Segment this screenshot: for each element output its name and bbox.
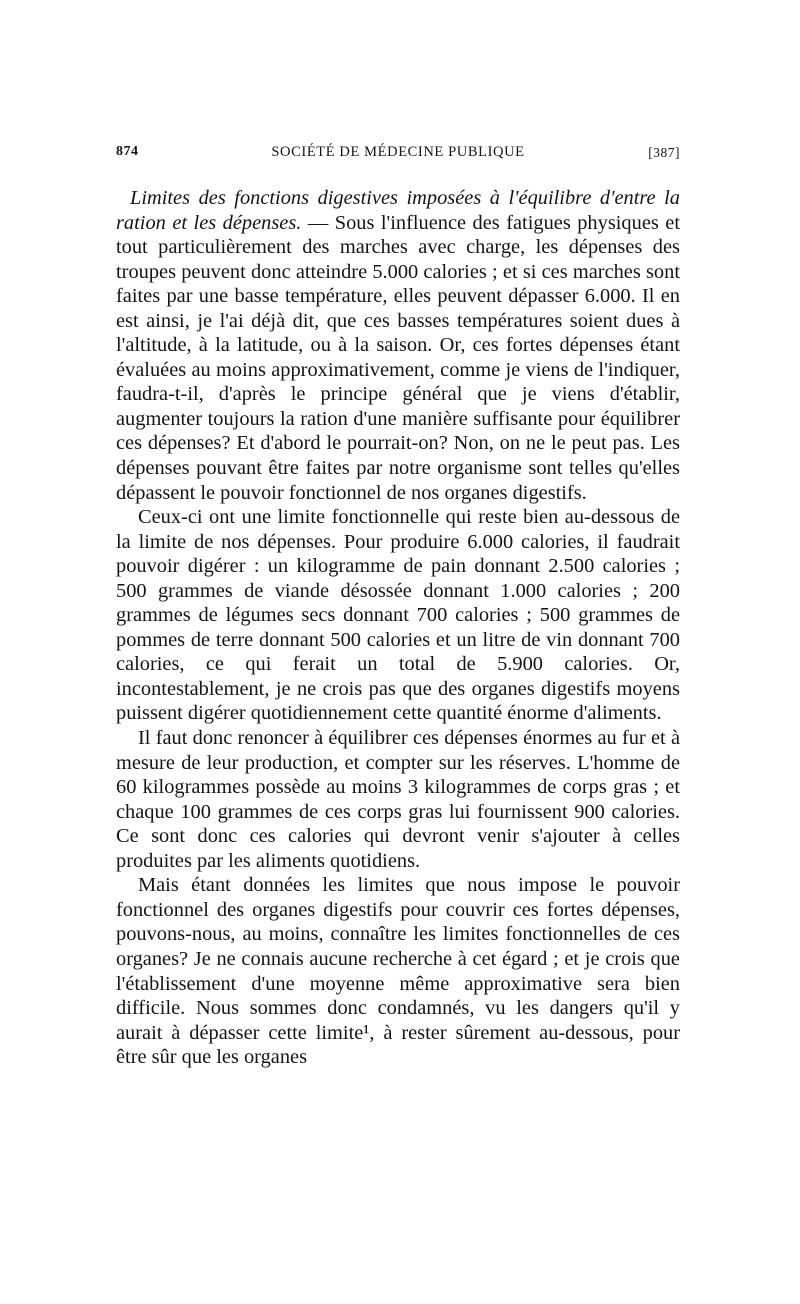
paragraph: [116, 186, 680, 505]
page-reference: [387]: [648, 145, 680, 160]
paragraph: [116, 873, 680, 1069]
running-title: SOCIÉTÉ DE MÉDECINE PUBLIQUE: [271, 144, 525, 160]
paragraph: [116, 726, 680, 873]
running-header: [116, 140, 680, 170]
paragraph-text: Ceux-ci ont une limite fonctionnelle qui reste bien au-dessous de la limite de nos dépenses. Pour produire 6.000 calories, il faudrait pouvoir digérer : un kilogramme de pain donnant 2.500 calories ; 500 grammes de viande désossée donnant 1.000 calories ; 200 grammes de légumes secs donnant 700 calories ; 500 grammes de pommes de terre donnant 500 calories et un litre de vin donnant 700 calories, ce qui ferait un total de 5.900 calories. Or, incontestablement, je ne crois pas que des organes digestifs moyens puissent digérer quotidiennement cette quantité énorme d'aliments.: [116, 506, 680, 725]
paragraph-text: Il faut donc renoncer à équilibrer ces dépenses énormes au fur et à mesure de leur production, et compter sur les réserves. L'homme de 60 kilogrammes possède au moins 3 kilogrammes de corps gras ; et chaque 100 grammes de ces corps gras lui fournissent 900 calories. Ce sont donc ces calories qui devront venir s'ajouter à celles produites par les aliments quotidiens.: [116, 727, 680, 872]
document-page: [116, 140, 680, 1070]
paragraph-text: — Sous l'influence des fatigues physiques et tout particulièrement des marches avec charge, les dépenses des troupes peuvent donc atteindre 5.000 calories ; et si ces marches sont faites par une basse température, elles peuvent dépasser 6.000. Il en est ainsi, je l'ai déjà dit, que ces basses températures soient dues à l'altitude, à la latitude, ou à la saison. Or, ces fortes dépenses étant évaluées au moins approximativement, comme je viens de l'indiquer, faudra-t-il, d'après le principe général que je viens d'établir, augmenter toujours la ration d'une manière suffisante pour équilibrer ces dépenses? Et d'abord le pourrait-on? Non, on ne le peut pas. Les dépenses pouvant être faites par notre organisme sont telles qu'elles dépassent le pouvoir fonctionnel de nos organes digestifs.: [116, 211, 680, 504]
paragraph-text: Mais étant données les limites que nous impose le pouvoir fonctionnel des organes digestifs pour couvrir ces fortes dépenses, pouvons-nous, au moins, connaître les limites fonctionnelles de ces organes? Je ne connais aucune recherche à cet égard ; et je crois que l'établissement d'une moyenne même approximative sera bien difficile. Nous sommes donc condamnés, vu les dangers qu'il y aurait à dépasser cette limite¹, à rester sûrement au-dessous, pour être sûr que les organes: [116, 874, 680, 1069]
paragraph: [116, 505, 680, 726]
section-heading: Limites des fonctions digestives imposées à l'équilibre d'entre la ration et les dépenses.: [116, 187, 680, 234]
body-text: [116, 186, 680, 1070]
page-number: 874: [116, 144, 139, 159]
